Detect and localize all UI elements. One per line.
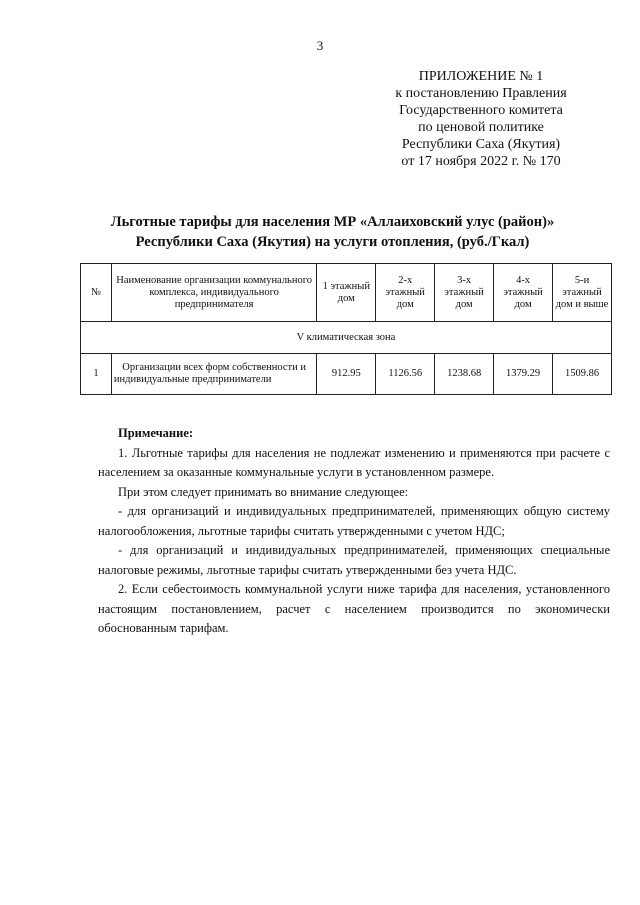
row-organization: Организации всех форм собственности и индивидуальные предприниматели	[111, 354, 316, 395]
header-4-floor: 4-х этажный дом	[494, 264, 553, 322]
appendix-line: по ценовой политике	[418, 120, 544, 135]
tariff-4-floor: 1379.29	[494, 354, 553, 395]
header-number: №	[81, 264, 112, 322]
appendix-line: от 17 ноября 2022 г. № 170	[401, 154, 561, 169]
climate-zone-label: V климатическая зона	[81, 322, 612, 354]
note-paragraph: При этом следует принимать во внимание следующее:	[118, 484, 409, 499]
appendix-line: Республики Саха (Якутия)	[401, 137, 561, 152]
page-number: 3	[316, 38, 324, 53]
row-number: 1	[81, 354, 112, 395]
header-3-floor: 3-х этажный дом	[435, 264, 494, 322]
tariffs-table	[80, 263, 612, 395]
appendix-line: к постановлению Правления	[395, 86, 567, 101]
document-title	[60, 212, 605, 252]
header-5-floor-plus: 5-и этажный дом и выше	[553, 264, 612, 322]
table-header-row	[81, 264, 612, 322]
note-paragraph: 2. Если себестоимость коммунальной услуги ниже тарифа для населения, установленного настоящим постановлением, расчет с населением производится по экономически обоснованным тарифам.	[98, 582, 610, 635]
title-line-1: Льготные тарифы для населения МР «Аллаиховский улус (район)»	[110, 214, 555, 230]
appendix-line: Государственного комитета	[399, 103, 563, 118]
climate-zone-row	[81, 322, 612, 354]
note-paragraph: - для организаций и индивидуальных предпринимателей, применяющих общую систему налогообложения, льготные тарифы считать утвержденными с учетом НДС;	[98, 504, 610, 538]
header-organization: Наименование организации коммунального комплекса, индивидуального предпринимателя	[111, 264, 316, 322]
notes-section	[98, 424, 610, 639]
note-paragraph: - для организаций и индивидуальных предпринимателей, применяющих специальные налоговые режимы, льготные тарифы считать утвержденными без учета НДС.	[98, 543, 610, 577]
header-1-floor: 1 этажный дом	[317, 264, 376, 322]
appendix-line: ПРИЛОЖЕНИЕ № 1	[418, 69, 544, 84]
tariff-5-floor-plus: 1509.86	[553, 354, 612, 395]
tariff-3-floor: 1238.68	[435, 354, 494, 395]
tariff-2-floor: 1126.56	[376, 354, 435, 395]
notes-heading: Примечание:	[118, 426, 194, 440]
title-line-2: Республики Саха (Якутия) на услуги отопления, (руб./Гкал)	[135, 234, 530, 250]
table-row	[81, 354, 612, 395]
appendix-block	[375, 68, 587, 170]
tariff-1-floor: 912.95	[317, 354, 376, 395]
note-paragraph: 1. Льготные тарифы для населения не подлежат изменению и применяются при расчете с населением за оказанные коммунальные услуги в установленном размере.	[98, 445, 610, 479]
header-2-floor: 2-х этажный дом	[376, 264, 435, 322]
